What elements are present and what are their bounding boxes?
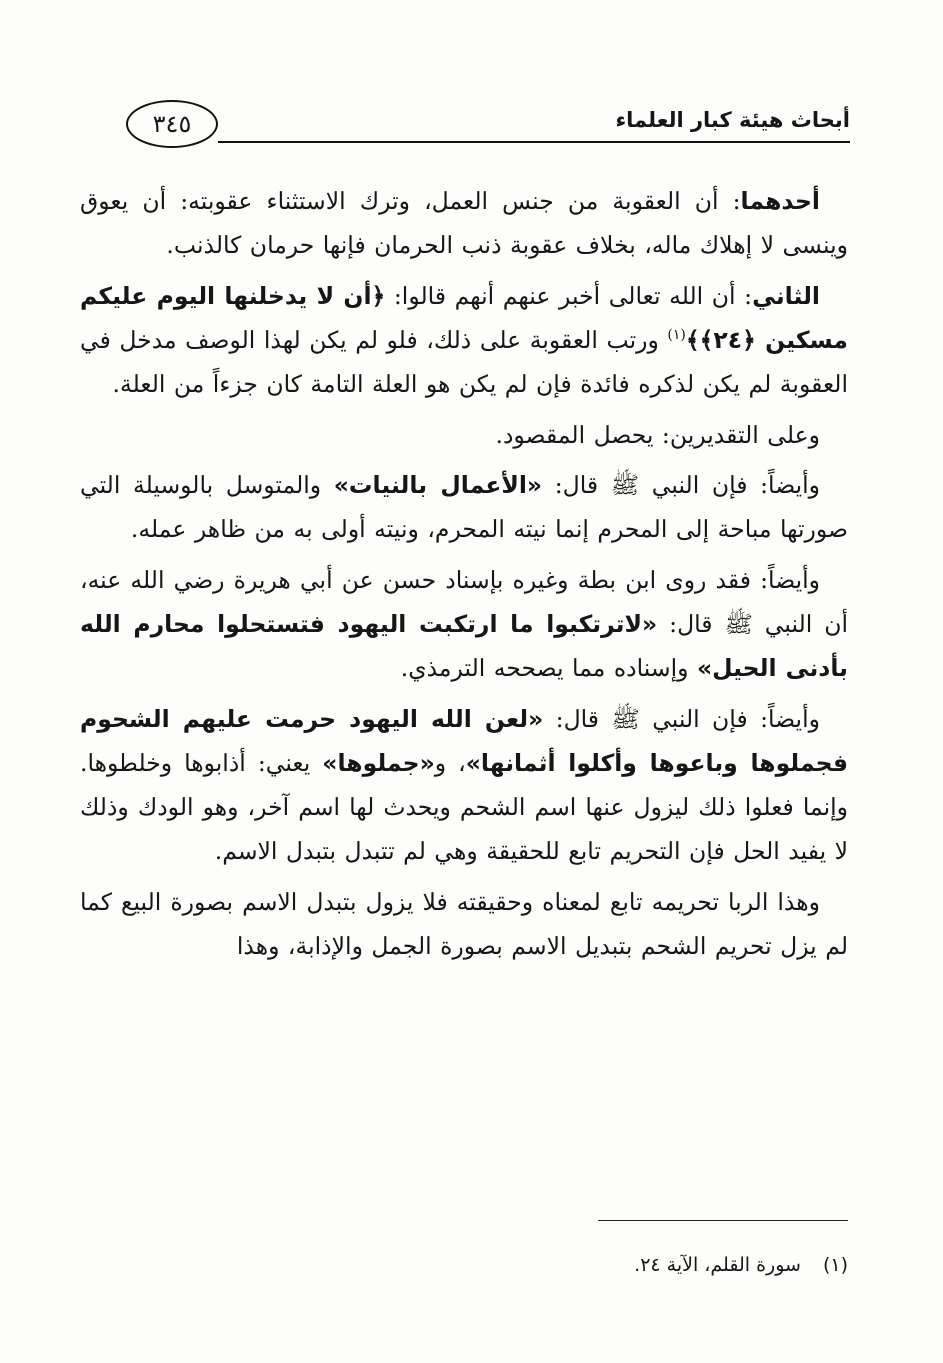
footnote-rule (598, 1220, 848, 1221)
paragraph-lead: وأيضاً (768, 471, 820, 500)
paragraph (80, 559, 848, 691)
paragraph (80, 698, 848, 874)
header-rule (218, 141, 850, 143)
footnote-text: سورة القلم، الآية ٢٤. (634, 1254, 801, 1276)
quran-verse: ﴿أن لا يدخلنها اليوم عليكم مسكين ﴿٢٤﴾﴾ (80, 281, 848, 354)
paragraph (80, 414, 848, 458)
paragraph-text: وعلى التقديرين: يحصل المقصود. (495, 420, 820, 449)
paragraph-lead: وأيضاً (768, 704, 820, 733)
paragraph-lead: أحدهما (740, 187, 820, 215)
paragraph-text: : فإن النبي ﷺ قال: (555, 704, 769, 733)
paragraph-text: : أن العقوبة من جنس العمل، وترك الاستثناء عقوبته: أن يعوق وينسى لا إهلاك ماله، بخلاف عقوبة ذنب الحرمان فإنها حرمان كالذنب. (80, 187, 848, 259)
hadith-quote: «لعن الله اليهود حرمت عليهم الشحوم فجملوها وباعوها وأكلوا أثمانها» (80, 704, 848, 777)
paragraph (80, 275, 848, 407)
page-header (78, 96, 850, 156)
paragraph-text: والمتوسل بالوسيلة التي صورتها مباحة إلى المحرم إنما نيته المحرم، ونيته أولى به من ظاهر عمله. (80, 471, 848, 544)
paragraph-text: يعني: أذابوها وخلطوها. وإنما فعلوا ذلك ليزول عنها اسم الشحم ويحدث لها اسم آخر، وهو الودك وذلك لا يفيد الحل فإن التحريم تابع للحقيقة وهي لم تتبدل بتبدل الاسم. (80, 748, 848, 865)
paragraph-lead: الثاني (752, 281, 820, 310)
hadith-quote: «جملوها» (322, 748, 435, 777)
page-number: ٣٤٥ (126, 100, 218, 148)
footnote-reference: (١) (667, 326, 686, 343)
paragraph-text: ، و (434, 748, 466, 777)
paragraph (80, 180, 848, 268)
paragraph (80, 464, 848, 552)
footnote-number: (١) (822, 1254, 848, 1276)
paragraph-text: : فقد روى ابن بطة وغيره بإسناد حسن عن أبي هريرة رضي الله عنه، أن النبي ﷺ قال: (80, 566, 848, 639)
paragraph-text: وهذا الربا تحريمه تابع لمعناه وحقيقته فلا يزول بتبدل الاسم بصورة البيع كما لم يزل تحريم الشحم بتبديل الاسم بصورة الجمل والإذابة، وهذا (80, 887, 848, 960)
body-text (80, 180, 848, 975)
paragraph (80, 881, 848, 969)
paragraph-text: : فإن النبي ﷺ قال: (554, 471, 769, 500)
book-title: أبحاث هيئة كبار العلماء (615, 108, 850, 132)
hadith-quote: «الأعمال بالنيات» (333, 471, 543, 500)
paragraph-text: : أن الله تعالى أخبر عنهم أنهم قالوا: (393, 281, 753, 310)
hadith-quote: «لاترتكبوا ما ارتكبت اليهود فتستحلوا محارم الله بأدنى الحيل» (80, 610, 848, 683)
footnote (634, 1254, 848, 1276)
paragraph-text: وإسناده مما يصححه الترمذي. (400, 654, 689, 683)
paragraph-lead: وأيضاً (768, 566, 820, 595)
paragraph-text: ورتب العقوبة على ذلك، فلو لم يكن لهذا الوصف مدخل في العقوبة لم يكن لذكره فائدة فإن لم يكن هو العلة التامة كان جزءاً من العلة. (80, 325, 848, 398)
